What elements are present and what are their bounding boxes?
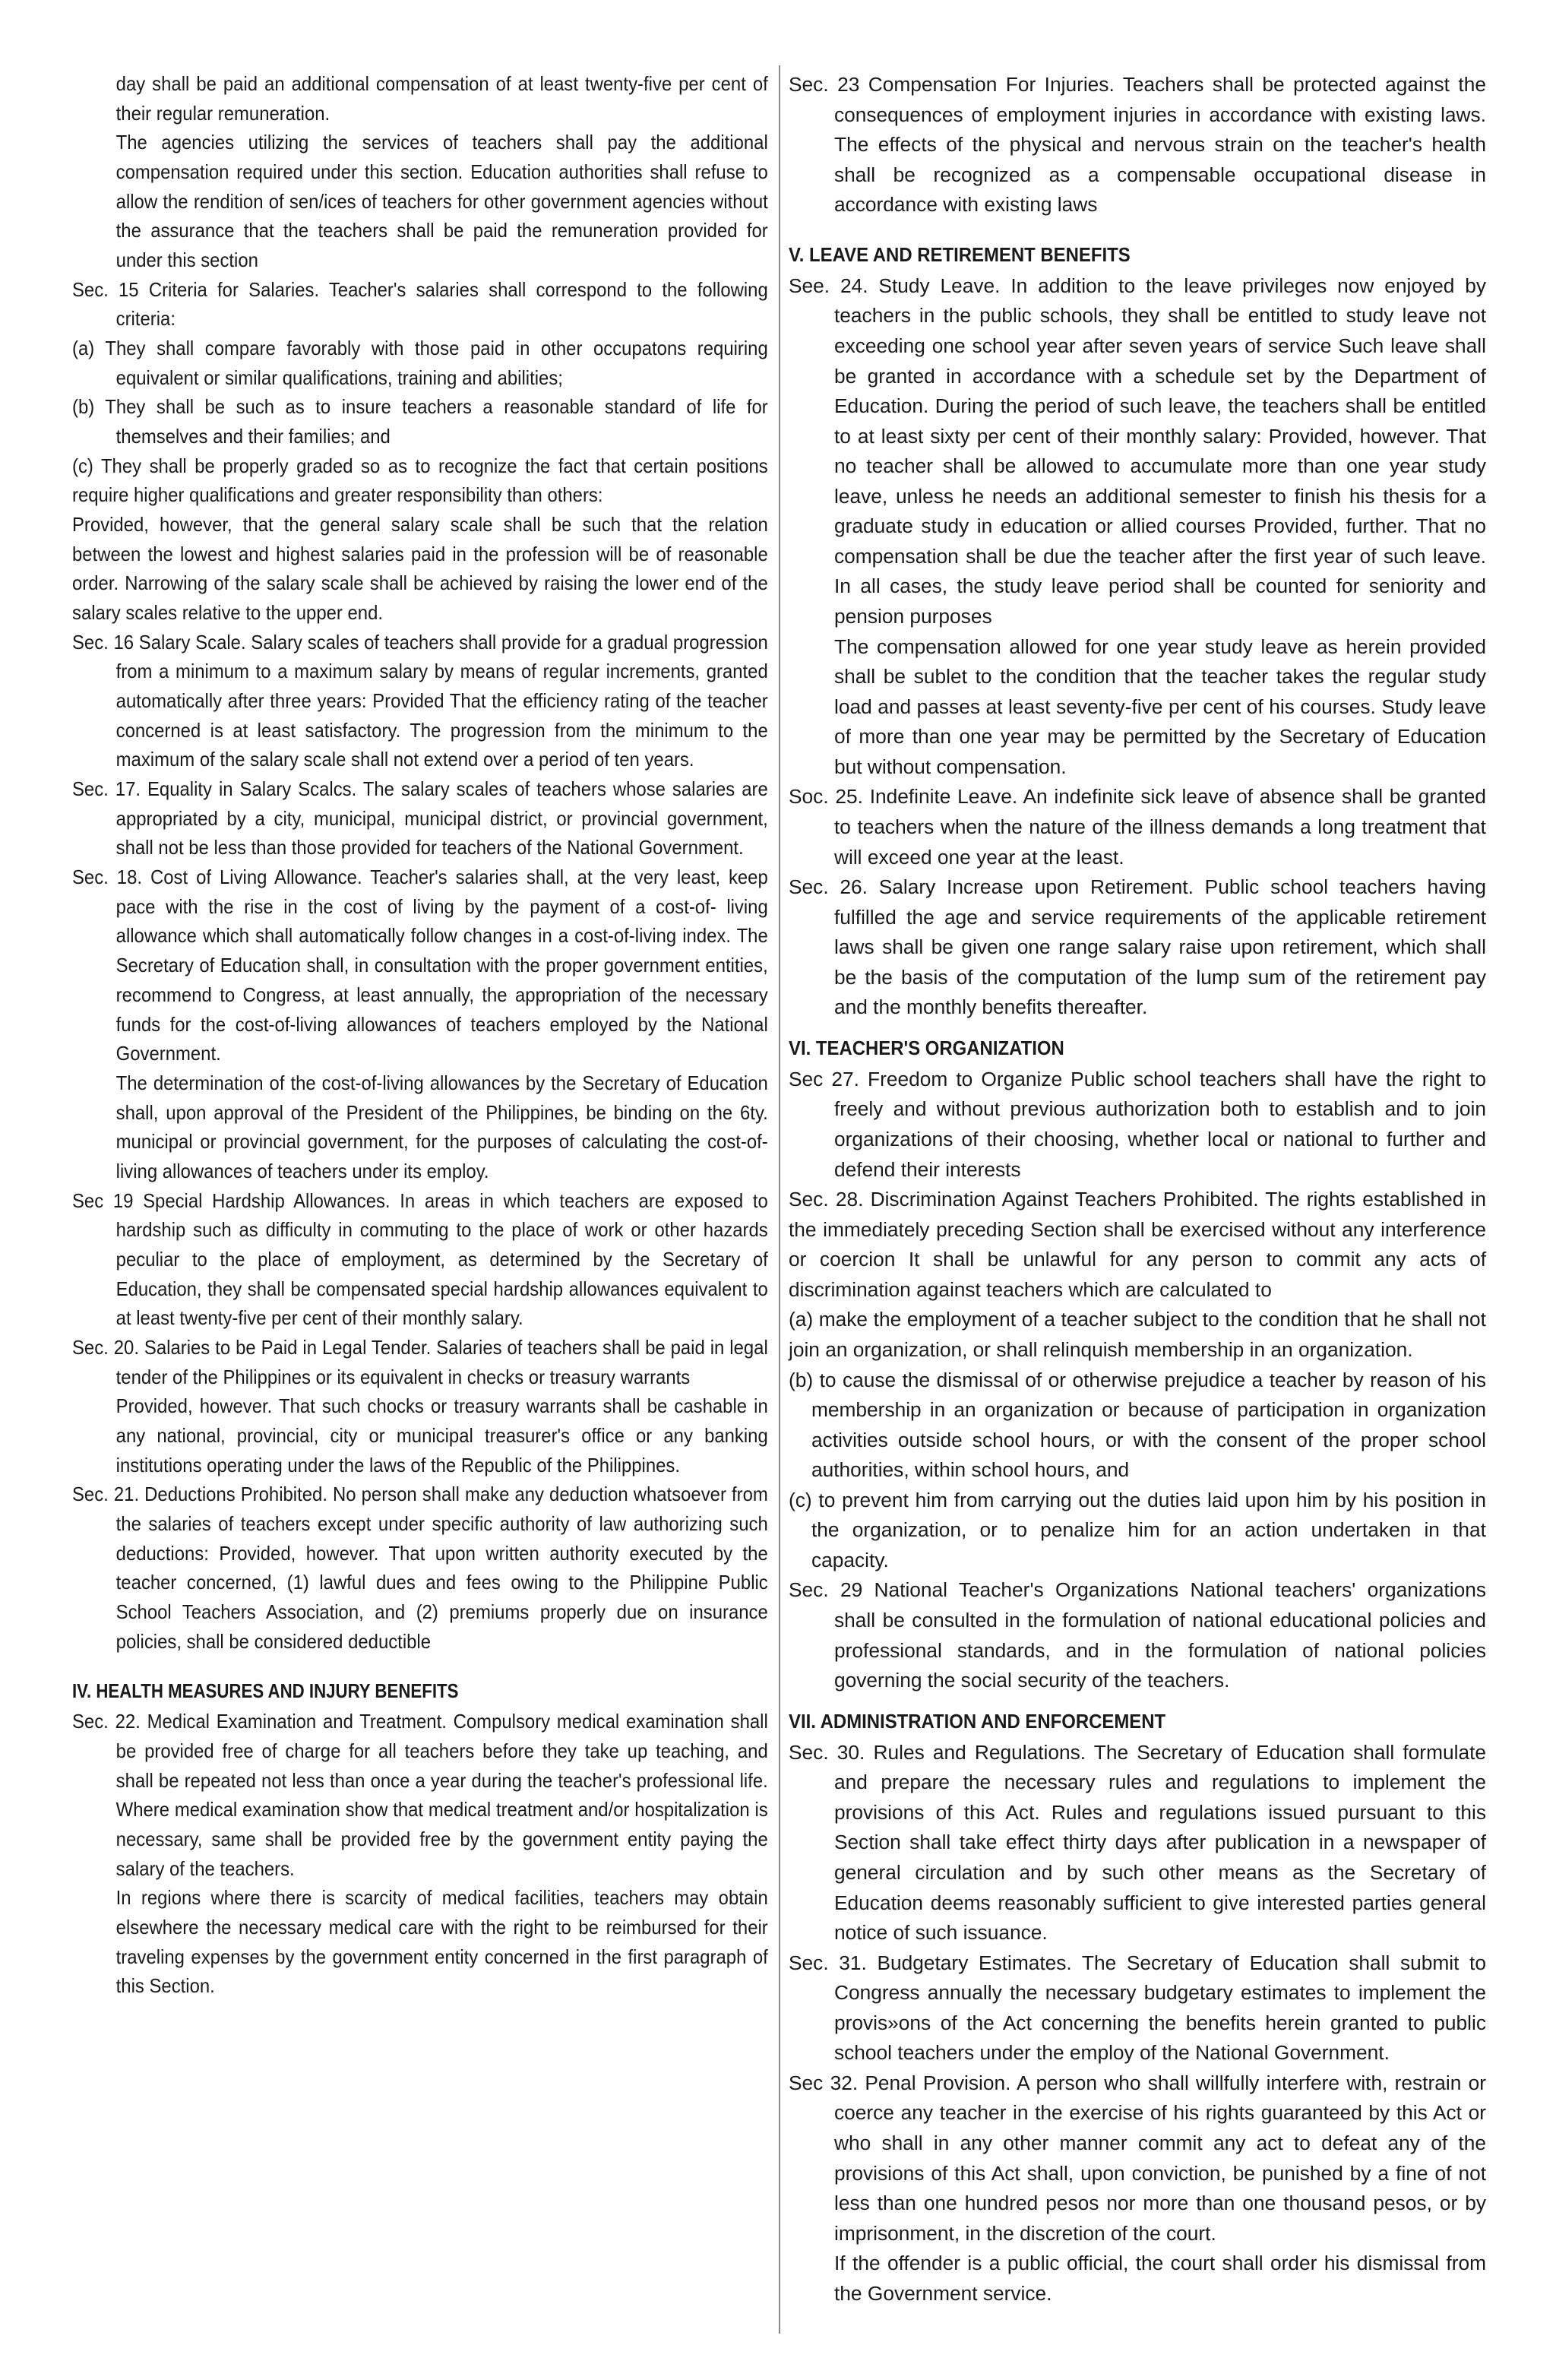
section-32-continued: If the offender is a public official, the court shall order his dismissal from the Government service. — [834, 2252, 1486, 2305]
section-21: Sec. 21. Deductions Prohibited. No person shall make any deduction whatsoever from the salaries of teachers except under specific authority of law authorizing such deductions: Provided, however. That upon written authority executed by the teacher concerned, (1) lawful dues and fees owing to the Philippine Public School Teachers Association, and (2) premiums properly due on insurance policies, shall be considered deductible — [72, 1484, 768, 1653]
section-15-item-b: (b) They shall be such as to insure teachers a reasonable standard of life for themselves and their families; and — [72, 397, 768, 448]
section-28-item-a: (a) make the employment of a teacher subject to the condition that he shall not join an organization, or shall relinquish membership in an organization. — [789, 1308, 1486, 1361]
section-28: Sec. 28. Discrimination Against Teachers Prohibited. The rights established in the immediately preceding Section shall be exercised without any interference or coercion It shall be unlawful for any person to commit any acts of discrimination against teachers which are calculated to — [789, 1188, 1486, 1301]
section-19: Sec 19 Special Hardship Allowances. In areas in which teachers are exposed to hardship such as difficulty in commuting to the place of work or other hazards peculiar to the place of employment, as determined by the Secretary of Education, they shall be compensated special hardship allowances equivalent to at least twenty-five per cent of their monthly salary. — [72, 1190, 768, 1330]
section-18: Sec. 18. Cost of Living Allowance. Teacher's salaries shall, at the very least, keep pace with the rise in the cost of living by the payment of a cost-of- living allowance which shall automatically follow changes in a cost-of-living index. The Secretary of Education shall, in consultation with the proper government entities, recommend to Congress, at least annually, the appropriation of the necessary funds for the cost-of-living allowances of teachers employed by the National Government. — [72, 867, 768, 1065]
section-30: Sec. 30. Rules and Regulations. The Secretary of Education shall formulate and prepare the necessary rules and regulations to implement the provisions of this Act. Rules and regulations issued pursuant to this Section shall take effect thirty days after publication in a newspaper of general circulation and by such other means as the Secretary of Education deems reasonably sufficient to give interested parties general notice of such issuance. — [789, 1740, 1486, 1945]
section-27: Sec 27. Freedom to Organize Public school teachers shall have the right to freely and without previous authorization both to establish and to join organizations of their choosing, whether local or national to further and defend their interests — [789, 1067, 1486, 1181]
section-28-item-c: (c) to prevent him from carrying out the duties laid upon him by his position in the organization, or to penalize him for an action undertaken in that capacity. — [789, 1488, 1486, 1571]
left-column — [72, 70, 768, 2002]
column-divider — [779, 65, 780, 2334]
section-22: Sec. 22. Medical Examination and Treatment. Compulsory medical examination shall be provided free of charge for all teachers before they take up teaching, and shall be repeated not less than once a year during the teacher's professional life. Where medical examination show that medical treatment and/or hospitalization is necessary, same shall be provided free by the government entity paying the salary of the teachers. — [72, 1711, 768, 1880]
section-20-continued: Provided, however. That such chocks or treasury warrants shall be cashable in any national, provincial, city or municipal treasurer's office or any banking institutions operating under the laws of the Republic of the Philippines. — [115, 1396, 768, 1476]
left-column-text — [72, 70, 768, 2002]
section-17: Sec. 17. Equality in Salary Scalcs. The salary scales of teachers whose salaries are appropriated by a city, municipal, municipal district, or provincial government, shall not be less than those provided for teachers of the National Government. — [72, 779, 768, 859]
heading-leave-retirement: V. LEAVE AND RETIREMENT BENEFITS — [789, 242, 1131, 266]
section-15-item-c: (c) They shall be properly graded so as to recognize the fact that certain positions require higher qualifications and greater responsibility than others: — [72, 455, 768, 507]
section-24-continued: The compensation allowed for one year study leave as herein provided shall be sublet to the condition that the teacher takes the regular study load and passes at least seventy-five per cent of his courses. Study leave of more than one year may be permitted by the Secretary of Education but without compensation. — [834, 635, 1486, 778]
section-25: Soc. 25. Indefinite Leave. An indefinite sick leave of absence shall be granted to teachers when the nature of the illness demands a long treatment that will exceed one year at the least. — [789, 785, 1486, 869]
section-32: Sec 32. Penal Provision. A person who shall willfully interfere with, restrain or coerce any teacher in the exercise of his rights guaranteed by this Act or who shall in any other manner commit any act to defeat any of the provisions of this Act shall, upon conviction, be punished by a fine of not less than one hundred pesos nor more than one thousand pesos, or by imprisonment, in the discretion of the court. — [789, 2071, 1486, 2245]
section-29: Sec. 29 National Teacher's Organizations National teachers' organizations shall be consulted in the formulation of national educational policies and professional standards, and in the formulation of national policies governing the social security of the teachers. — [789, 1578, 1486, 1692]
section-24: See. 24. Study Leave. In addition to the leave privileges now enjoyed by teachers in the public schools, they shall be entitled to study leave not exceeding one school year after seven years of service Such leave shall be granted in accordance with a schedule set by the Department of Education. During the period of such leave, the teachers shall be entitled to at least sixty per cent of their monthly salary: Provided, however. That no teacher shall be allowed to accumulate more than one year study leave, unless he needs an additional semester to finish his thesis for a graduate study in education or allied courses Provided, further. That no compensation shall be due the teacher after the first year of such leave. In all cases, the study leave period shall be counted for seniority and pension purposes — [789, 274, 1486, 628]
section-18-continued: The determination of the cost-of-living allowances by the Secretary of Education shall, upon approval of the President of the Philippines, be binding on the 6ty. municipal or provincial government, for the purposes of calculating the cost-of-living allowances of teachers under its employ. — [115, 1072, 768, 1182]
heading-administration: VII. ADMINISTRATION AND ENFORCEMENT — [789, 1709, 1166, 1733]
section-15-item-a: (a) They shall compare favorably with those paid in other occupatons requiring equivalent or similar qualifications, training and abilities; — [72, 338, 768, 389]
section-31: Sec. 31. Budgetary Estimates. The Secretary of Education shall submit to Congress annually the necessary budgetary estimates to implement the provis»ons of the Act concerning the benefits herein granted to public school teachers under the employ of the National Government. — [789, 1951, 1486, 2065]
paragraph-additional-compensation: day shall be paid an additional compensation of at least twenty-five per cent of their regular remuneration. — [115, 74, 768, 125]
heading-teachers-organization: VI. TEACHER'S ORGANIZATION — [789, 1036, 1064, 1059]
section-15-proviso: Provided, however, that the general salary scale shall be such that the relation between the lowest and highest salaries paid in the profession will be of reasonable order. Narrowing of the salary scale shall be achieved by raising the lower end of the salary scales relative to the upper end. — [72, 514, 768, 625]
section-26: Sec. 26. Salary Increase upon Retirement. Public school teachers having fulfilled the age and service requirements of the applicable retirement laws shall be given one range salary raise upon retirement, which shall be the basis of the computation of the lump sum of the retirement pay and the monthly benefits thereafter. — [789, 875, 1486, 1019]
section-28-item-b: (b) to cause the dismissal of or otherwise prejudice a teacher by reason of his membership in an organization or because of participation in organization activities outside school hours, or with the consent of the proper school authorities, within school hours, and — [789, 1368, 1486, 1482]
heading-health-measures: IV. HEALTH MEASURES AND INJURY BENEFITS — [72, 1679, 459, 1703]
section-20: Sec. 20. Salaries to be Paid in Legal Tender. Salaries of teachers shall be paid in legal tender of the Philippines or its equivalent in checks or treasury warrants — [72, 1337, 768, 1388]
section-16: Sec. 16 Salary Scale. Salary scales of teachers shall provide for a gradual progression from a minimum to a maximum salary by means of regular increments, granted automatically after three years: Provided That the efficiency rating of the teacher concerned is at least satisfactory. The progression from the minimum to the maximum of the salary scale shall not extend over a period of ten years. — [72, 631, 768, 771]
paragraph-agencies: The agencies utilizing the services of teachers shall pay the additional compensation required under this section. Education authorities shall refuse to allow the rendition of sen/ices of teachers for other government agencies without the assurance that the teachers shall be paid the remuneration provided for under this section — [115, 132, 768, 272]
section-22-continued: In regions where there is scarcity of medical facilities, teachers may obtain elsewhere the necessary medical care with the right to be reimbursed for their traveling expenses by the government entity concerned in the first paragraph of this Section. — [115, 1888, 768, 1998]
section-15: Sec. 15 Criteria for Salaries. Teacher's salaries shall correspond to the following criteria: — [72, 279, 768, 331]
right-column — [789, 70, 1486, 2309]
section-23: Sec. 23 Compensation For Injuries. Teachers shall be protected against the consequences of employment injuries in accordance with existing laws. The effects of the physical and nervous strain on the teacher's health shall be recognized as a compensable occupational disease in accordance with existing laws — [789, 73, 1486, 217]
